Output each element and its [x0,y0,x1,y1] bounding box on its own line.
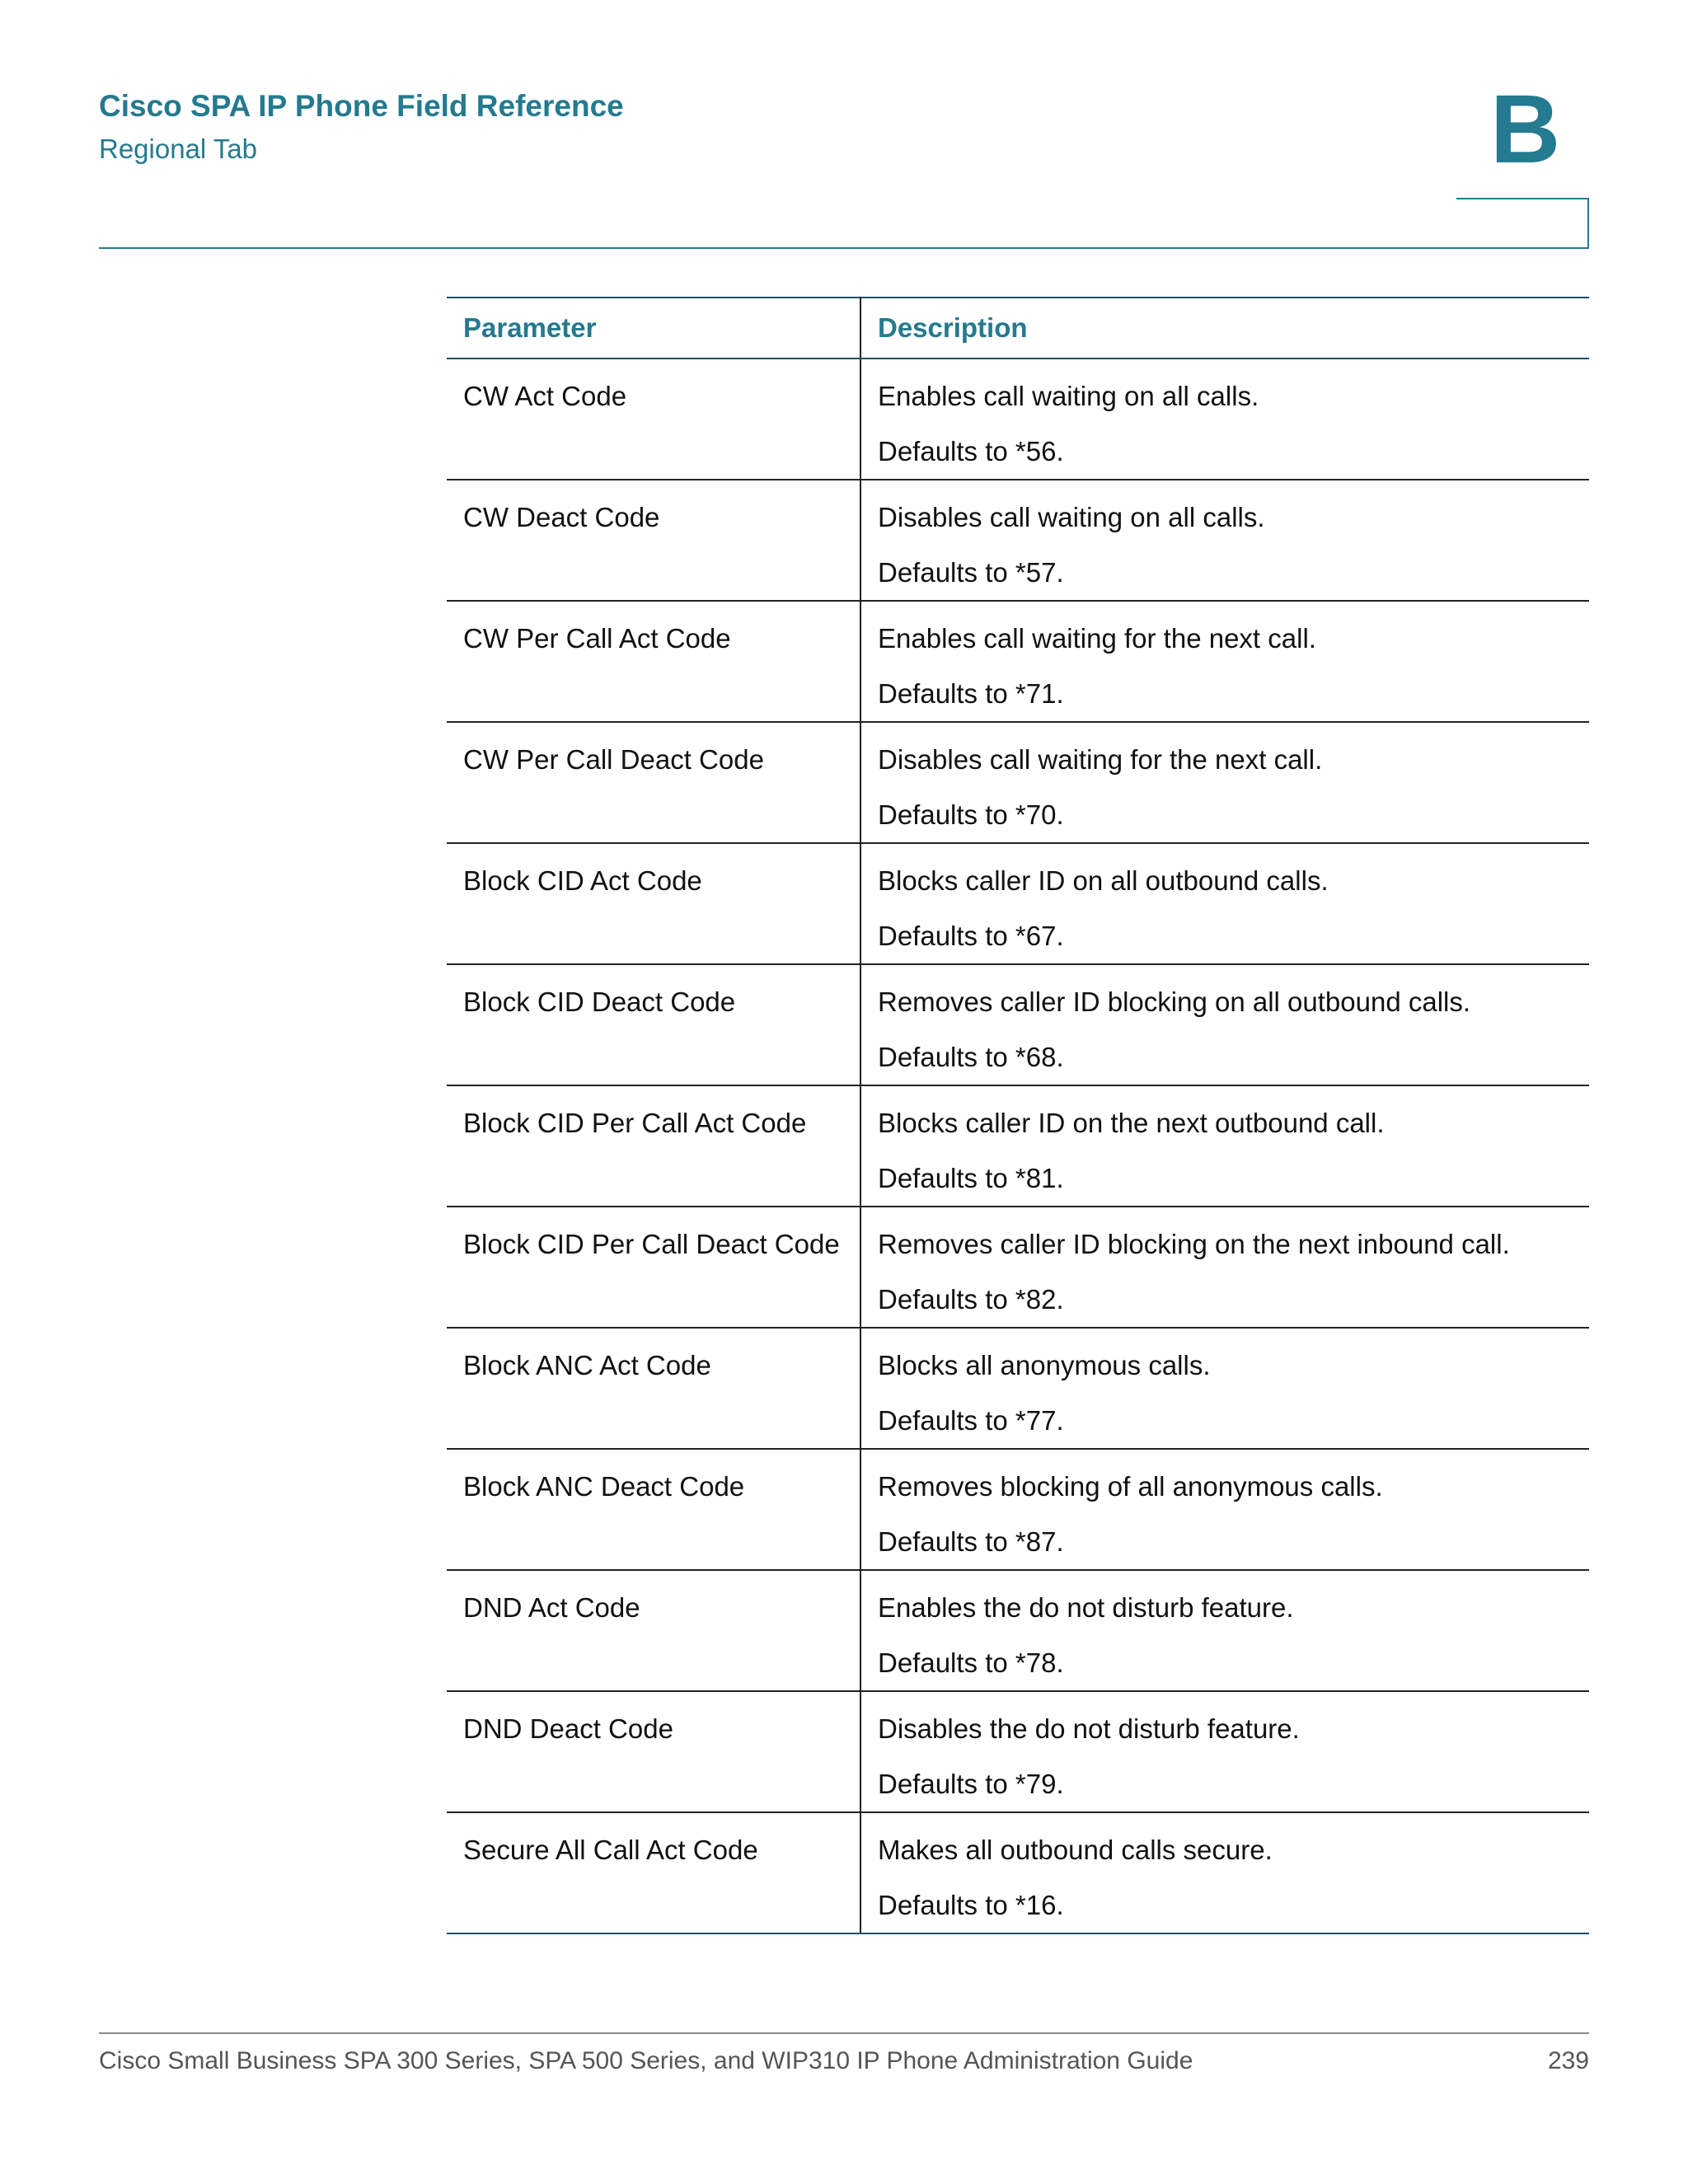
description-text: Blocks caller ID on all outbound calls. [878,865,1329,896]
page-title: Cisco SPA IP Phone Field Reference [99,89,624,123]
parameter-cell: CW Per Call Act Code [447,601,860,722]
description-cell [860,1570,1589,1691]
default-value-text: Defaults to *56. [878,436,1064,466]
description-text: Makes all outbound calls secure. [878,1835,1273,1865]
default-value-text: Defaults to *81. [878,1163,1064,1193]
description-cell [860,480,1589,601]
default-value-text: Defaults to *70. [878,799,1064,830]
description-text: Disables call waiting for the next call. [878,744,1323,775]
default-value-text: Defaults to *87. [878,1526,1064,1557]
footer-divider [99,2032,1589,2034]
parameter-cell: Block CID Act Code [447,843,860,964]
description-text: Removes caller ID blocking on all outbound calls. [878,987,1471,1017]
table-body [447,359,1589,1933]
parameter-cell: Block CID Deact Code [447,964,860,1085]
header-divider [99,247,1589,249]
column-header-description: Description [860,298,1589,359]
default-value-text: Defaults to *57. [878,557,1064,588]
description-text: Removes blocking of all anonymous calls. [878,1471,1383,1502]
column-header-parameter: Parameter [447,298,860,359]
description-cell [860,1812,1589,1933]
description-cell [860,601,1589,722]
description-text: Disables call waiting on all calls. [878,502,1265,532]
table-row [447,964,1589,1085]
table-row [447,1207,1589,1328]
description-cell [860,1691,1589,1812]
table-row [447,843,1589,964]
default-value-text: Defaults to *78. [878,1647,1064,1678]
table-row [447,722,1589,843]
default-value-text: Defaults to *68. [878,1042,1064,1072]
description-text: Blocks caller ID on the next outbound call. [878,1108,1385,1138]
parameter-cell: DND Act Code [447,1570,860,1691]
page-number: 239 [1547,2047,1589,2074]
table-header-row [447,298,1589,359]
table-row [447,1812,1589,1933]
description-text: Enables call waiting for the next call. [878,623,1316,654]
table-row [447,601,1589,722]
description-text: Enables the do not disturb feature. [878,1592,1294,1623]
description-cell [860,1085,1589,1207]
page-subtitle: Regional Tab [99,134,258,164]
description-cell [860,843,1589,964]
table-row [447,1449,1589,1570]
parameter-cell: Block ANC Deact Code [447,1449,860,1570]
description-text: Disables the do not disturb feature. [878,1713,1300,1744]
parameter-cell: CW Act Code [447,359,860,480]
table-row [447,1328,1589,1449]
description-cell [860,722,1589,843]
parameter-cell: Block CID Per Call Deact Code [447,1207,860,1328]
chapter-letter: B [1490,75,1561,184]
default-value-text: Defaults to *16. [878,1890,1064,1920]
chapter-tab-frame [1456,198,1589,249]
parameter-cell: CW Per Call Deact Code [447,722,860,843]
description-text: Blocks all anonymous calls. [878,1350,1211,1380]
default-value-text: Defaults to *79. [878,1769,1064,1799]
parameter-cell: Secure All Call Act Code [447,1812,860,1933]
default-value-text: Defaults to *77. [878,1405,1064,1436]
table-row [447,480,1589,601]
description-text: Removes caller ID blocking on the next inbound call. [878,1229,1510,1259]
table-row [447,359,1589,480]
footer-guide-title: Cisco Small Business SPA 300 Series, SPA 500 Series, and WIP310 IP Phone Administration Guide [99,2047,1193,2074]
parameter-table [447,297,1589,1934]
parameter-cell: Block CID Per Call Act Code [447,1085,860,1207]
description-cell [860,964,1589,1085]
description-text: Enables call waiting on all calls. [878,381,1259,411]
description-cell [860,359,1589,480]
default-value-text: Defaults to *82. [878,1284,1064,1315]
table-row [447,1691,1589,1812]
default-value-text: Defaults to *71. [878,678,1064,709]
description-cell [860,1449,1589,1570]
description-cell [860,1328,1589,1449]
parameter-cell: DND Deact Code [447,1691,860,1812]
table-row [447,1570,1589,1691]
table-row [447,1085,1589,1207]
description-cell [860,1207,1589,1328]
default-value-text: Defaults to *67. [878,921,1064,951]
parameter-cell: CW Deact Code [447,480,860,601]
parameter-cell: Block ANC Act Code [447,1328,860,1449]
